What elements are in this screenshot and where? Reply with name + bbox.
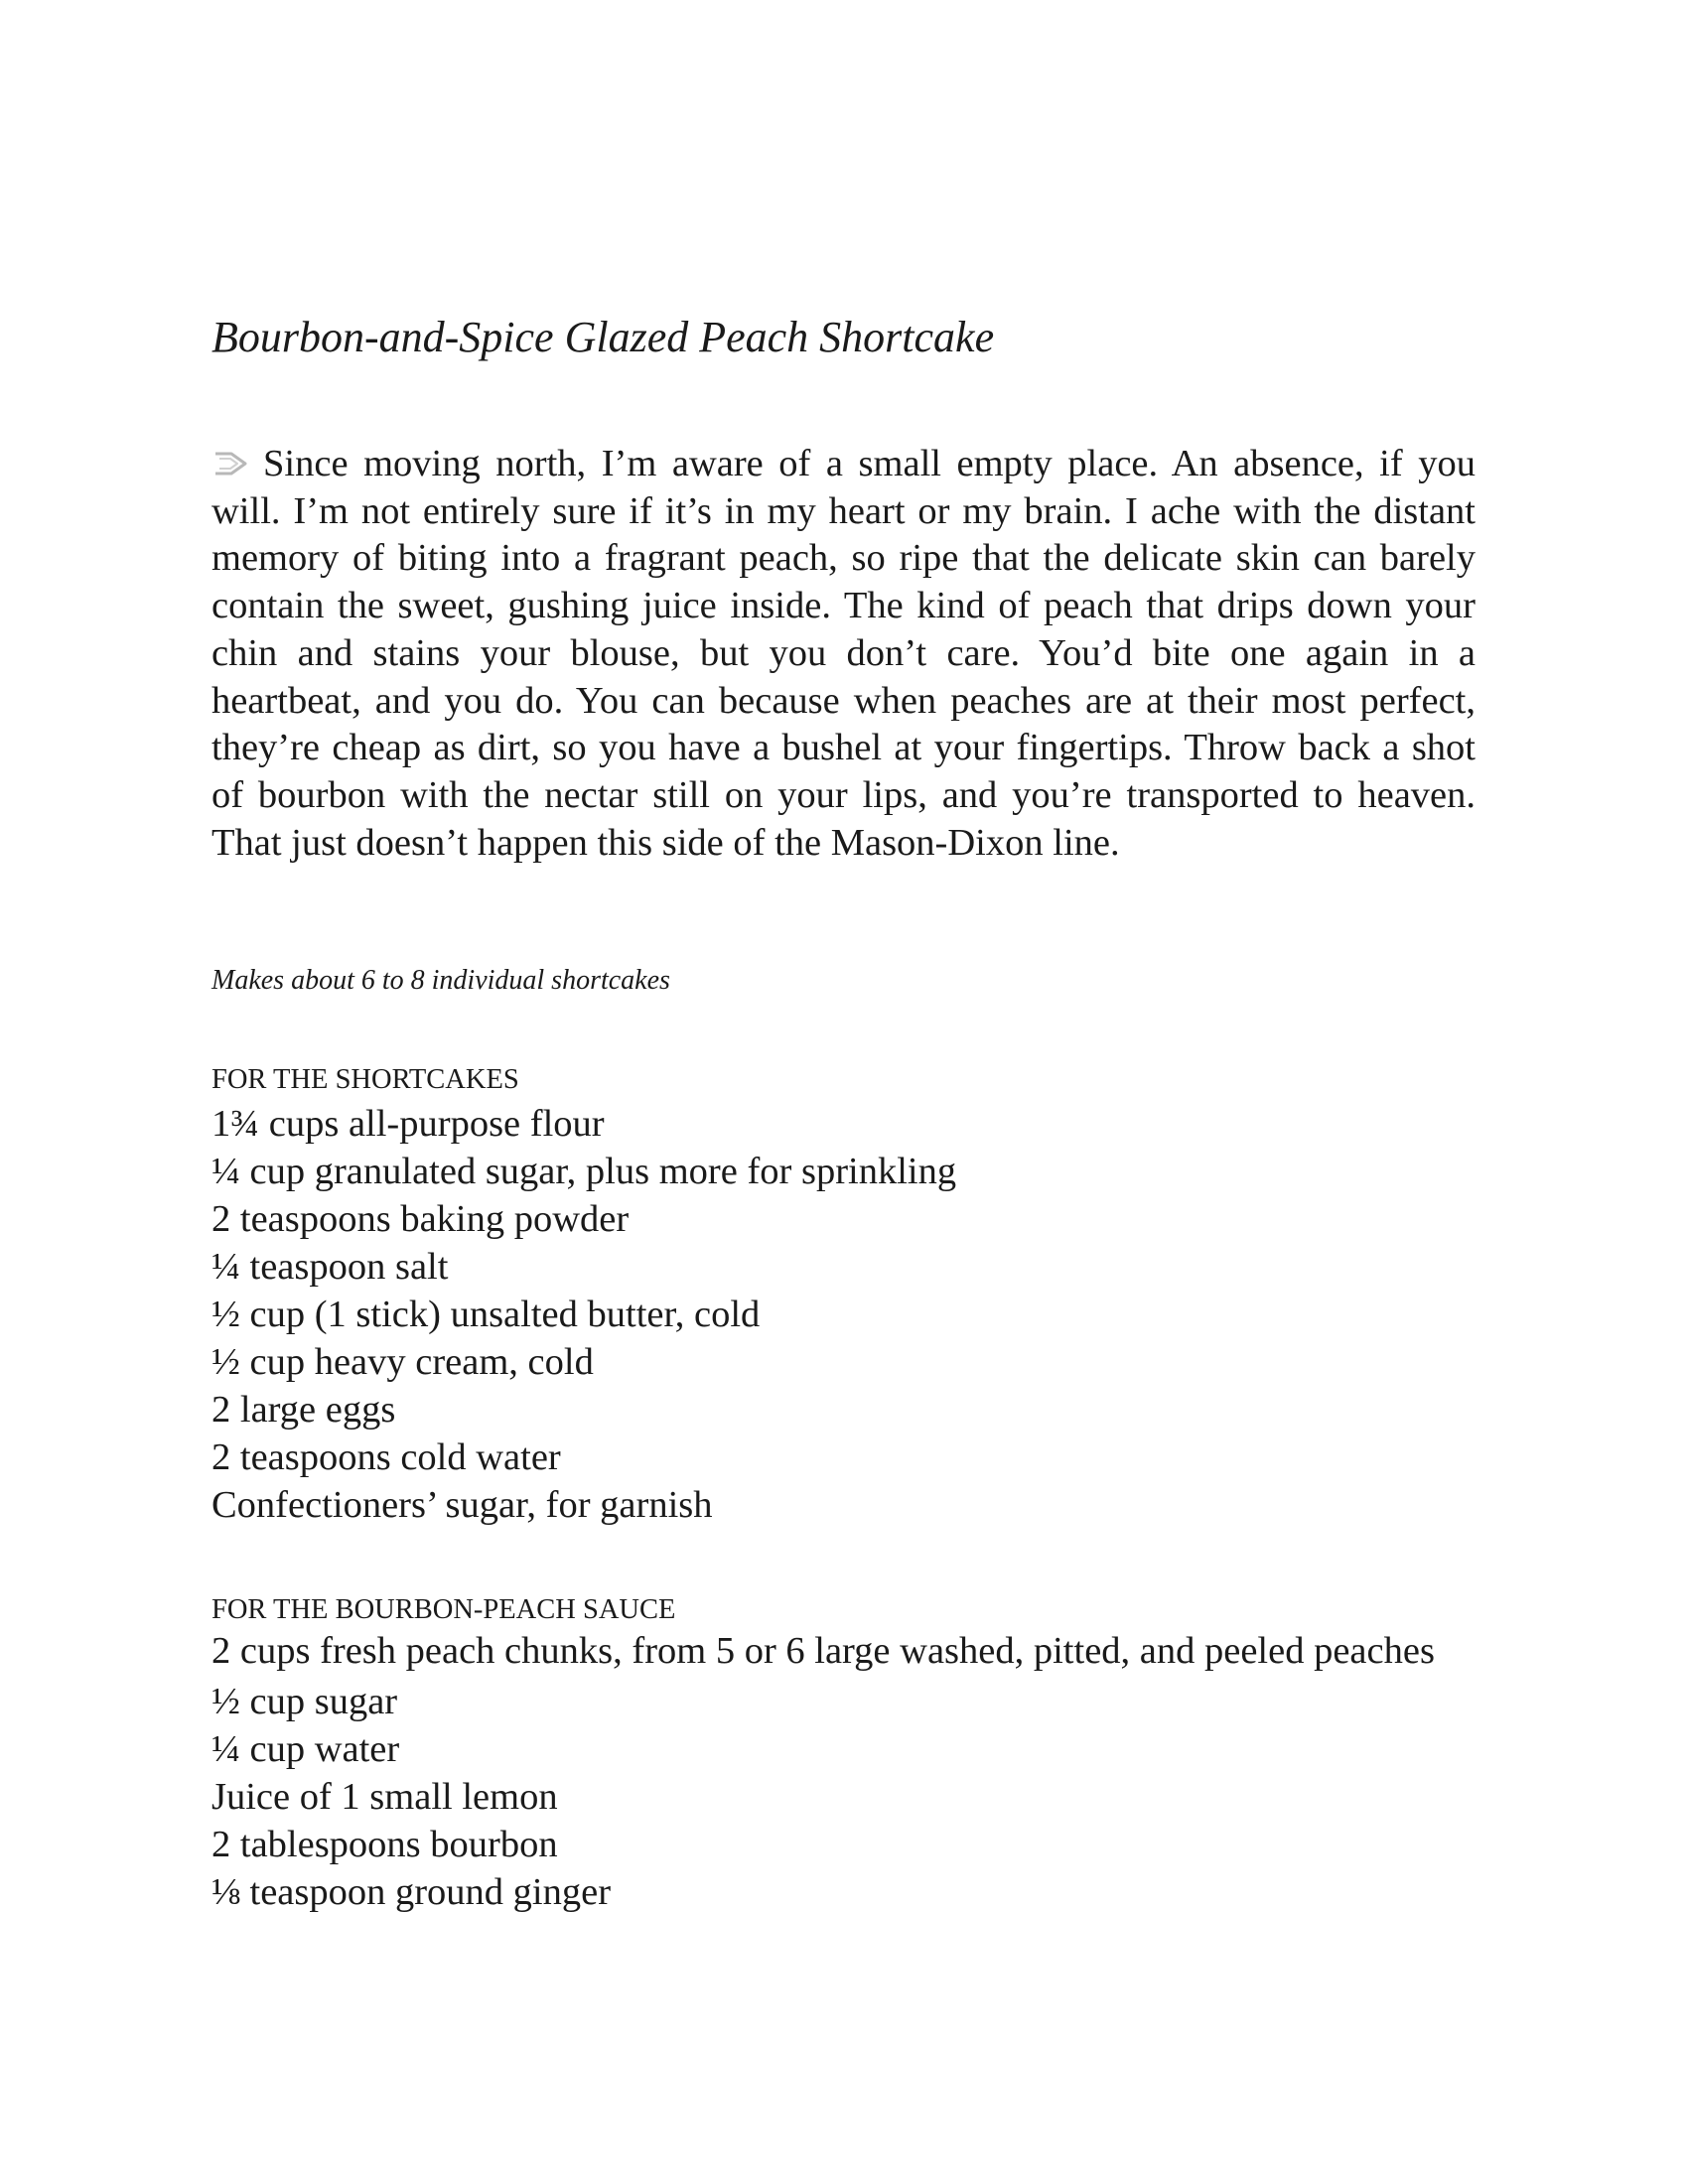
ingredient-item: ½ cup sugar (211, 1681, 398, 1722)
ingredient-item: ½ cup (1 stick) unsalted butter, cold (211, 1294, 761, 1335)
recipe-title: Bourbon-and-Spice Glazed Peach Shortcake (211, 313, 995, 361)
ingredient-item: ¼ cup water (211, 1728, 400, 1770)
sauce-section (211, 1590, 1476, 1916)
intro-text: Since moving north, I’m aware of a small empty place. An absence, if you will. I’m not entirely sure if it’s in my heart or my brain. I ache with the distant memory of biting into a fragrant peach, so ripe that the delicate skin can barely contain the sweet, gushing juice inside. The kind of peach that drips down your chin and stains your blouse, but you don’t care. You’d bite one again in a heartbeat, and you do. You can because when peaches are at their most perfect, they’re cheap as dirt, so you have a bushel at your fingertips. Throw back a shot of bourbon with the nectar still on your lips, and you’re transported to heaven. That just doesn’t happen this side of the Mason-Dixon line. (211, 443, 1476, 864)
ingredient-item: Juice of 1 small lemon (211, 1776, 558, 1818)
ingredient-item: 2 cups fresh peach chunks, from 5 or 6 large washed, pitted, and peeled peaches (211, 1630, 1435, 1672)
ingredient-item: ¼ cup granulated sugar, plus more for sprinkling (211, 1151, 957, 1192)
ingredient-item: ½ cup heavy cream, cold (211, 1341, 594, 1383)
arrow-bullet-icon (211, 446, 251, 481)
ingredient-item: Confectioners’ sugar, for garnish (211, 1484, 713, 1526)
ingredient-item: 2 teaspoons baking powder (211, 1198, 630, 1240)
ingredient-item: ⅛ teaspoon ground ginger (211, 1871, 612, 1913)
ingredient-item: 2 teaspoons cold water (211, 1436, 561, 1478)
ingredient-item: 1¾ cups all-purpose flour (211, 1103, 605, 1145)
section-heading: FOR THE BOURBON-PEACH SAUCE (211, 1594, 676, 1625)
ingredient-list (211, 1630, 1476, 1916)
ingredient-item: ¼ teaspoon salt (211, 1246, 449, 1288)
ingredient-item: 2 large eggs (211, 1389, 396, 1431)
shortcakes-section (211, 1060, 1476, 1529)
recipe-yield: Makes about 6 to 8 individual shortcakes (211, 965, 670, 996)
ingredient-item: 2 tablespoons bourbon (211, 1824, 558, 1865)
intro-paragraph (211, 441, 1476, 867)
ingredient-list (211, 1100, 1476, 1529)
section-heading: FOR THE SHORTCAKES (211, 1064, 519, 1095)
